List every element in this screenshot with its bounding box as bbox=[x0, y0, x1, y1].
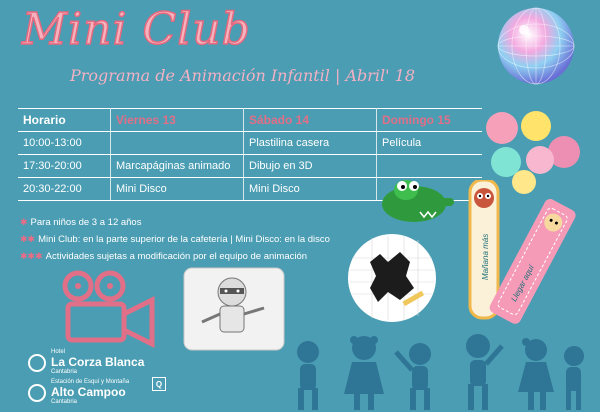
table-cell: Plastilina casera bbox=[244, 132, 377, 155]
ninja-drawing-image bbox=[182, 266, 286, 352]
table-cell: Dibujo en 3D bbox=[244, 155, 377, 178]
table-cell: 20:30-22:00 bbox=[18, 178, 111, 201]
resort-region: Cantabria bbox=[51, 399, 78, 405]
film-camera-icon bbox=[48, 268, 160, 350]
footer-logos bbox=[28, 349, 144, 406]
resort-prefix: Estación de Esquí y Montaña bbox=[51, 379, 130, 385]
hotel-prefix: Hotel bbox=[51, 349, 66, 355]
disco-ball-image bbox=[494, 4, 578, 88]
hotel-name: La Corza Blanca bbox=[51, 355, 145, 369]
table-cell: Marcapáginas animado bbox=[111, 155, 244, 178]
header-viernes: Viernes 13 bbox=[111, 109, 244, 132]
note-item bbox=[20, 214, 330, 231]
star-icon: ✱✱ bbox=[20, 234, 36, 244]
table-cell: Película bbox=[377, 132, 483, 155]
3d-hole-drawing-image bbox=[344, 232, 440, 324]
table-header-row bbox=[18, 109, 482, 132]
rabbit-bookmark-image bbox=[478, 196, 590, 326]
page-subtitle: Programa de Animación Infantil | Abril' 18 bbox=[70, 66, 415, 85]
header-sabado: Sábado 14 bbox=[244, 109, 377, 132]
hotel-region: Cantabria bbox=[51, 369, 78, 375]
mountain-logo-icon bbox=[28, 384, 46, 402]
header-horario: Horario bbox=[18, 109, 111, 132]
page-title: Mini Club bbox=[22, 4, 251, 55]
notes-list bbox=[20, 214, 330, 265]
note-text: Para niños de 3 a 12 años bbox=[30, 217, 142, 228]
note-item bbox=[20, 248, 330, 265]
table-cell bbox=[111, 132, 244, 155]
kids-silhouettes-image bbox=[288, 330, 588, 412]
note-text: Actividades sujetas a modificación por el equipo de animación bbox=[45, 251, 308, 262]
quality-badge-icon: Q bbox=[152, 377, 166, 391]
rabbit-bookmark-text: Llegar aquí bbox=[509, 263, 537, 304]
note-text: Mini Club: en la parte superior de la cafetería | Mini Disco: en la disco bbox=[38, 234, 330, 245]
note-item bbox=[20, 231, 330, 248]
table-cell: 10:00-13:00 bbox=[18, 132, 111, 155]
hotel-logo bbox=[28, 349, 144, 376]
star-icon: ✱✱✱ bbox=[20, 251, 43, 261]
table-cell: 17:30-20:00 bbox=[18, 155, 111, 178]
table-row bbox=[18, 132, 482, 155]
table-cell: Mini Disco bbox=[111, 178, 244, 201]
deer-logo-icon bbox=[28, 354, 46, 372]
resort-logo bbox=[28, 379, 144, 406]
resort-name: Alto Campoo bbox=[51, 385, 126, 399]
owl-bookmark-text: Mañana más bbox=[481, 233, 490, 280]
crocodile-image bbox=[376, 172, 458, 228]
header-domingo: Domingo 15 bbox=[377, 109, 483, 132]
table-cell: Mini Disco bbox=[244, 178, 377, 201]
star-icon: ✱ bbox=[20, 217, 28, 227]
